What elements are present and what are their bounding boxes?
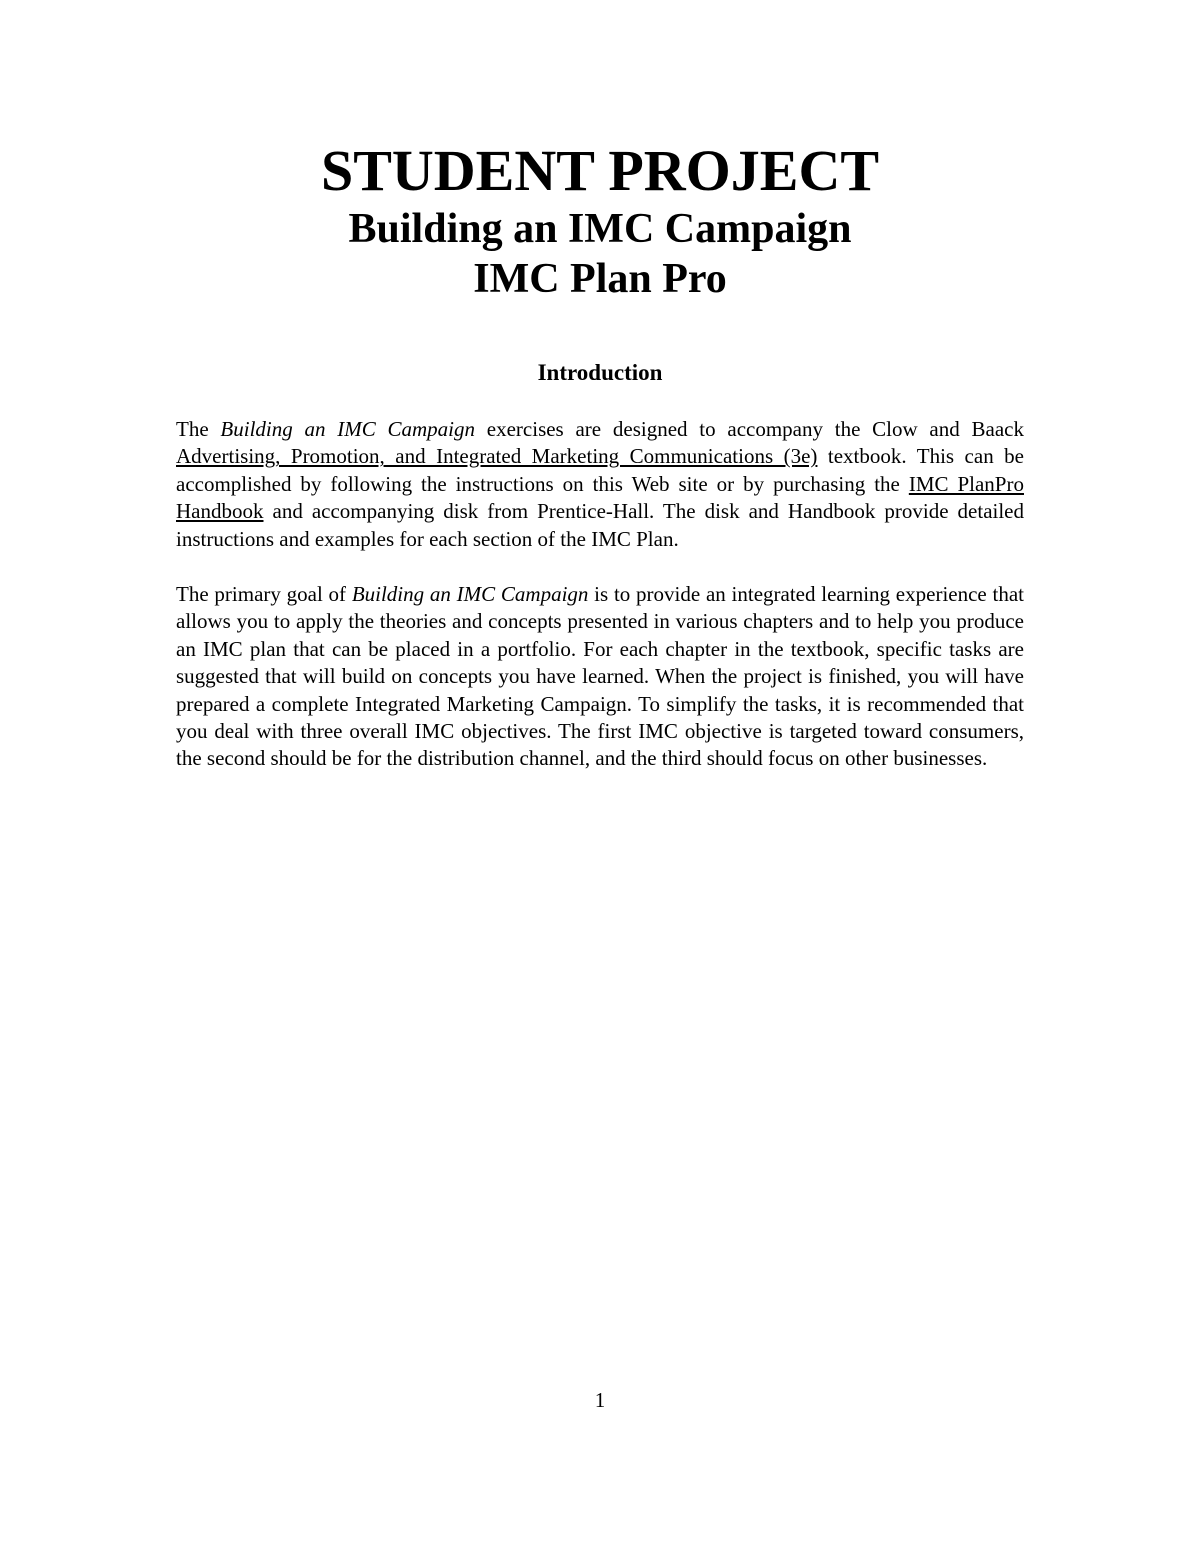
text-run: The (176, 417, 221, 441)
text-run: textbook. This can be accomplished by following the instructions on this Web site or by purchasing the (176, 444, 1024, 496)
text-run: is to provide an integrated learning experience that allows you to apply the theories and concepts presented in various chapters and to help you produce an IMC plan that can be placed in a portfolio. For each chapter in the textbook, specific tasks are suggested that will build on concepts you have learned. When the project is finished, you will have prepared a complete Integrated Marketing Campaign. To simplify the tasks, it is recommended that you deal with three overall IMC objectives. The first IMC objective is targeted toward consumers, the second should be for the distribution channel, and the third should focus on other businesses. (176, 582, 1024, 771)
text-run: and accompanying disk from Prentice-Hall. The disk and Handbook provide detailed instructions and examples for each section of the IMC Plan. (176, 499, 1024, 551)
title-block (0, 138, 1200, 304)
italic-title-run: Building an IMC Campaign (220, 417, 476, 441)
document-title: STUDENT PROJECT (320, 138, 880, 203)
document-subtitle-secondary: IMC Plan Pro (473, 256, 727, 302)
italic-title-run: Building an IMC Campaign (351, 582, 589, 606)
underlined-handbook-title: IMC PlanPro Handbook (176, 471, 1024, 524)
underlined-textbook-title: Advertising, Promotion, and Integrated Marketing Communications (3e) (176, 444, 818, 469)
text-run: exercises are designed to accompany the Clow and Baack (475, 417, 1024, 441)
intro-paragraph-1 (176, 416, 1024, 553)
intro-paragraph-2 (176, 581, 1024, 773)
page-number: 1 (594, 1388, 606, 1412)
section-heading-introduction: Introduction (537, 360, 663, 385)
document-subtitle: Building an IMC Campaign (348, 206, 852, 252)
text-run: The primary goal of (176, 582, 352, 606)
